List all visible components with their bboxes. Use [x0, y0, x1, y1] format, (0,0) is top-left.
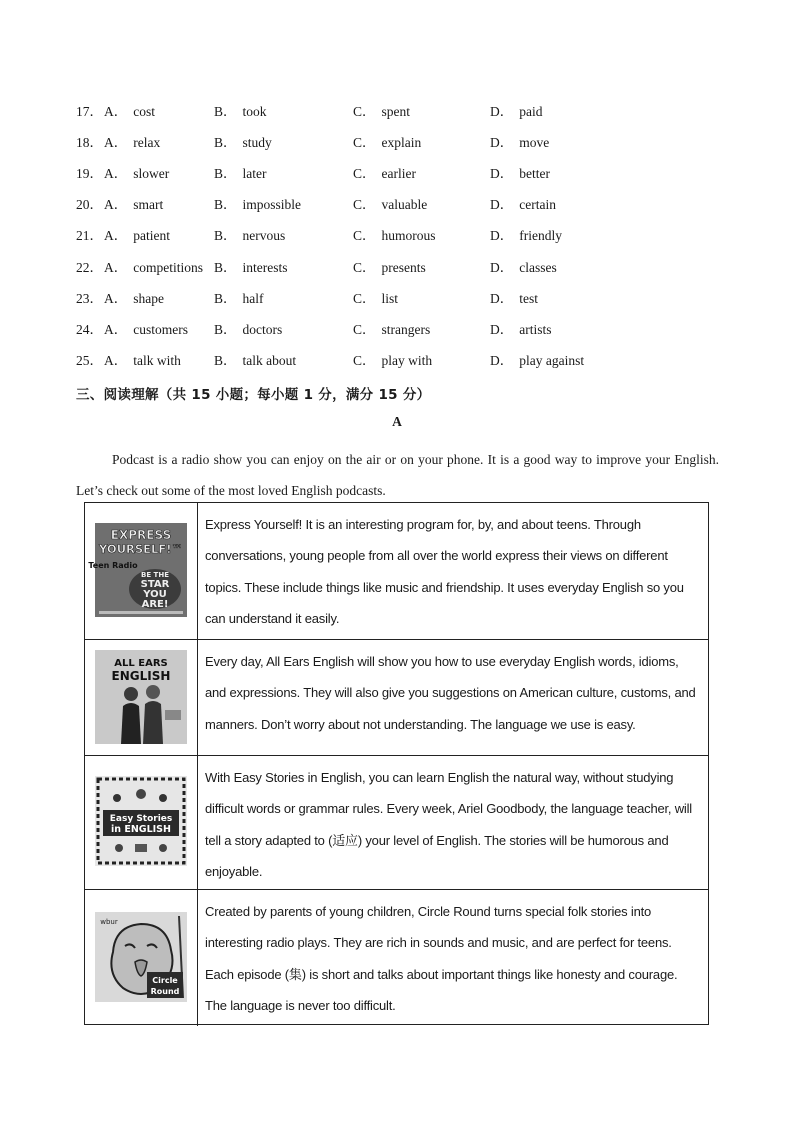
cover-text: Round — [150, 987, 180, 996]
option-text: doctors — [242, 321, 283, 337]
cover-text: STAR — [140, 579, 170, 590]
answer-option — [214, 102, 267, 122]
option-text: certain — [519, 197, 556, 213]
podcast-description: Created by parents of young children, Circle Round turns special folk stories into interesting radio plays. They are rich in sounds and music, and are perfect for teens. Each episode (集) is short and talks about important things like honesty and courage. The language is never too difficult. — [205, 904, 678, 1013]
option-text: later — [242, 166, 267, 182]
option-letter: A． — [104, 166, 128, 182]
passage-label: A — [392, 414, 402, 429]
option-text: shape — [133, 290, 164, 306]
option-text: competitions — [133, 259, 203, 275]
answer-option — [104, 258, 203, 278]
option-text: move — [519, 135, 550, 151]
option-letter: D． — [490, 321, 514, 337]
option-text: play against — [519, 352, 585, 368]
intro-paragraph: Podcast is a radio show you can enjoy on the air or on your phone. It is a good way to improve your English. Let’s check out some of the most loved English podcasts. — [76, 452, 719, 498]
cover-text: ALL EARS — [114, 658, 168, 669]
question-number: 22． — [76, 259, 103, 275]
answer-option — [104, 320, 188, 340]
cover-text: Teen Radio — [88, 561, 138, 570]
option-letter: A． — [104, 259, 128, 275]
option-text: smart — [133, 197, 164, 213]
option-letter: C． — [353, 104, 376, 119]
option-text: relax — [133, 135, 161, 151]
option-letter: A． — [104, 352, 128, 368]
question-number: 19． — [76, 166, 103, 182]
podcast-row-all-ears-english — [85, 639, 708, 755]
cover-text: Circle — [152, 976, 178, 985]
cover-text: Easy Stories — [109, 814, 173, 824]
option-text: classes — [519, 259, 557, 275]
option-letter: C． — [353, 135, 376, 151]
option-text: interests — [242, 259, 288, 275]
option-text: presents — [381, 259, 426, 275]
option-text: cost — [133, 104, 155, 119]
option-letter: A． — [104, 197, 128, 213]
question-number: 20． — [76, 197, 103, 213]
answer-option — [490, 289, 538, 309]
option-letter: C． — [353, 352, 376, 368]
option-text: nervous — [242, 228, 286, 244]
cover-text: ENGLISH — [111, 669, 171, 683]
question-number: 17． — [76, 104, 103, 119]
answer-option — [104, 351, 181, 371]
answer-option — [214, 258, 288, 278]
option-letter: B． — [214, 197, 237, 213]
option-text: paid — [519, 104, 543, 119]
option-letter: C． — [353, 197, 376, 213]
circle-round-cover-image — [95, 912, 187, 1002]
question-number: 25． — [76, 352, 103, 368]
option-letter: D． — [490, 104, 514, 119]
option-text: talk about — [242, 352, 297, 368]
answer-option — [353, 351, 432, 371]
podcast-description: Express Yourself! It is an interesting program for, by, and about teens. Through conversations, young people from all over the world express their views on different topics. These include things like music and friendship. It uses everyday English so you can understand it easily. — [205, 517, 684, 626]
option-letter: B． — [214, 259, 237, 275]
option-letter: C． — [353, 228, 376, 244]
answer-option — [214, 289, 264, 309]
option-letter: D． — [490, 228, 514, 244]
option-letter: D． — [490, 259, 514, 275]
option-letter: B． — [214, 104, 237, 119]
answer-option — [490, 351, 584, 371]
answer-option — [490, 164, 550, 184]
option-letter: C． — [353, 166, 376, 182]
option-letter: A． — [104, 104, 128, 119]
option-letter: C． — [353, 321, 376, 337]
option-text: friendly — [519, 228, 562, 244]
cover-text: EXPRESS — [110, 528, 172, 542]
option-letter: B． — [214, 290, 237, 306]
option-text: artists — [519, 321, 552, 337]
image-cell — [85, 640, 198, 755]
option-letter: A． — [104, 135, 128, 151]
option-text: patient — [133, 228, 170, 244]
podcast-table — [84, 502, 709, 1025]
answer-option — [104, 226, 170, 246]
option-letter: A． — [104, 321, 128, 337]
option-letter: B． — [214, 321, 237, 337]
answer-option — [353, 226, 436, 246]
answer-option — [353, 133, 421, 153]
answer-option — [353, 195, 427, 215]
image-cell — [85, 503, 198, 639]
answer-option — [353, 320, 430, 340]
cover-text: YOURSELF!™ — [99, 542, 183, 556]
option-text: half — [242, 290, 264, 306]
option-letter: C． — [353, 290, 376, 306]
answer-option — [490, 258, 557, 278]
option-letter: B． — [214, 352, 237, 368]
answer-option — [353, 289, 398, 309]
question-number: 18． — [76, 135, 103, 151]
option-text: spent — [381, 104, 411, 119]
cover-text: ARE! — [141, 599, 169, 610]
option-letter: B． — [214, 166, 237, 182]
option-text: slower — [133, 166, 170, 182]
podcast-description: With Easy Stories in English, you can learn English the natural way, without studying difficult words or grammar rules. Every week, Ariel Goodbody, the language teacher, will tell a story adapted to (适应) your level of English. The stories will be humorous and enjoyable. — [205, 770, 692, 879]
option-text: took — [242, 104, 267, 119]
option-text: test — [519, 290, 538, 306]
answer-option — [214, 226, 285, 246]
option-letter: A． — [104, 290, 128, 306]
answer-option — [214, 133, 272, 153]
option-text: humorous — [381, 228, 436, 244]
answer-option — [104, 164, 169, 184]
option-letter: D． — [490, 166, 514, 182]
option-letter: C． — [353, 259, 376, 275]
answer-option — [490, 102, 543, 122]
all-ears-english-cover-image — [95, 650, 187, 744]
option-text: customers — [133, 321, 188, 337]
answer-option — [490, 195, 556, 215]
answer-option — [214, 351, 296, 371]
cover-text: YOU — [143, 589, 167, 600]
option-text: strangers — [381, 321, 431, 337]
option-letter: A． — [104, 228, 128, 244]
cover-text: BE THE — [141, 571, 169, 579]
podcast-row-express-yourself — [85, 503, 708, 639]
answer-option — [490, 320, 552, 340]
option-text: earlier — [381, 166, 416, 182]
answer-option — [104, 195, 163, 215]
image-cell — [85, 890, 198, 1026]
option-letter: D． — [490, 197, 514, 213]
question-number: 21． — [76, 228, 103, 244]
answer-option — [214, 320, 282, 340]
option-letter: B． — [214, 228, 237, 244]
option-letter: D． — [490, 352, 514, 368]
answer-option — [490, 133, 549, 153]
easy-stories-cover-image — [95, 776, 187, 866]
podcast-description: Every day, All Ears English will show you how to use everyday English words, idioms, and expressions. They will also give you suggestions on American culture, customs, and manners. Don’t worry about not understanding. The language we use is easy. — [205, 654, 696, 732]
option-text: list — [381, 290, 399, 306]
option-text: talk with — [133, 352, 181, 368]
answer-option — [353, 102, 410, 122]
question-number: 24． — [76, 321, 103, 337]
answer-option — [104, 102, 155, 122]
option-letter: D． — [490, 290, 514, 306]
image-cell — [85, 756, 198, 889]
answer-option — [353, 258, 426, 278]
podcast-row-circle-round — [85, 889, 708, 1026]
option-text: explain — [381, 135, 422, 151]
answer-option — [214, 164, 267, 184]
answer-option — [214, 195, 301, 215]
section-title: 三、阅读理解（共 15 小题；每小题 1 分，满分 15 分） — [76, 387, 431, 403]
answer-option — [104, 133, 160, 153]
cover-text: in ENGLISH — [111, 824, 171, 835]
option-letter: D． — [490, 135, 514, 151]
question-number: 23． — [76, 290, 103, 306]
express-yourself-cover-image — [88, 523, 187, 617]
podcast-row-easy-stories — [85, 755, 708, 889]
option-text: valuable — [381, 197, 428, 213]
option-text: better — [519, 166, 550, 182]
answer-option — [353, 164, 416, 184]
option-letter: B． — [214, 135, 237, 151]
option-text: study — [242, 135, 272, 151]
option-text: play with — [381, 352, 433, 368]
answer-option — [104, 289, 164, 309]
option-text: impossible — [242, 197, 302, 213]
cover-text: wbur — [100, 918, 118, 926]
answer-option — [490, 226, 562, 246]
